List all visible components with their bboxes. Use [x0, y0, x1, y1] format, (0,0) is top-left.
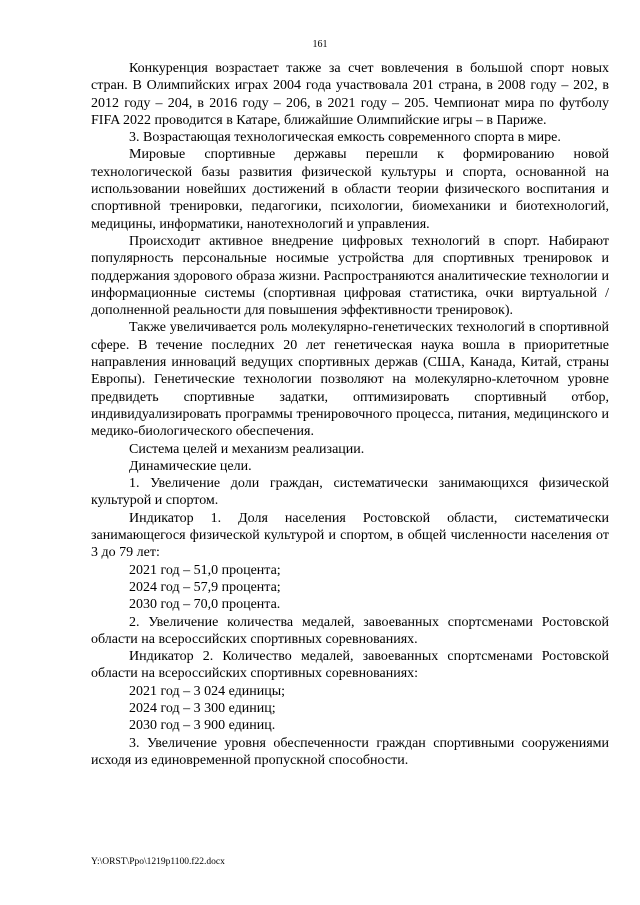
paragraph-indicator-2-2024: 2024 год – 3 300 единиц; — [129, 700, 276, 716]
paragraph-indicator-1-2021: 2021 год – 51,0 процента; — [129, 562, 281, 578]
paragraph-indicator-1-2024: 2024 год – 57,9 процента; — [129, 579, 281, 595]
page-number: 161 — [312, 39, 328, 50]
paragraph-genetic-tech: Также увеличивается роль молекулярно-генетических технологий в спортивной сфере. В течение последних 20 лет генетическая наука вошла в приоритетные направления инноваций ведущих спортивных держав (США, Канада, Китай, страны Европы). Генетические технологии позволяют на молекулярно-клеточном уровне предвидеть спортивные задатки, оптимизировать спортивный отбор, индивидуализировать программы тренировочного процесса, питания, медицинского и медико-биологического обеспечения. — [91, 320, 609, 440]
paragraph-indicator-2-2030: 2030 год – 3 900 единиц. — [129, 718, 276, 734]
paragraph-tech-capacity-heading: 3. Возрастающая технологическая емкость современного спорта в мире. — [129, 130, 561, 146]
paragraph-goal-2: 2. Увеличение количества медалей, завоеванных спортсменами Ростовской области на всероссийских спортивных соревнованиях. — [91, 614, 609, 647]
paragraph-goals-system: Система целей и механизм реализации. — [129, 441, 365, 457]
file-path-footer: Y:\ORST\Ppo\1219p1100.f22.docx — [91, 857, 225, 867]
paragraph-indicator-2: Индикатор 2. Количество медалей, завоеванных спортсменами Ростовской области на всероссийских спортивных соревнованиях: — [91, 649, 609, 682]
document-body — [91, 60, 609, 769]
paragraph-indicator-1: Индикатор 1. Доля населения Ростовской области, систематически занимающегося физической культурой и спортом, в общей численности населения от 3 до 79 лет: — [91, 510, 609, 561]
paragraph-dynamic-goals: Динамические цели. — [129, 458, 252, 474]
paragraph-competition: Конкуренция возрастает также за счет вовлечения в большой спорт новых стран. В Олимпийских играх 2004 года участвовала 201 страна, в 2008 году – 202, в 2012 году – 204, в 2016 году – 206, в 2021 году – 205. Чемпионат мира по футболу FIFA 2022 проводится в Катаре, ближайшие Олимпийские игры – в Париже. — [91, 61, 609, 128]
paragraph-goal-1: 1. Увеличение доли граждан, систематически занимающихся физической культурой и спортом. — [91, 476, 609, 509]
paragraph-digital-tech: Происходит активное внедрение цифровых технологий в спорт. Набирают популярность персональные носимые устройства для спортивных тренировок и поддержания здорового образа жизни. Распространяются аналитические технологии и информационные системы (спортивная цифровая статистика, очки виртуальной / дополненной реальности для повышения эффективности тренировок). — [91, 233, 609, 319]
paragraph-goal-3: 3. Увеличение уровня обеспеченности граждан спортивными сооружениями исходя из единовременной пропускной способности. — [91, 735, 609, 768]
paragraph-tech-base: Мировые спортивные державы перешли к формированию новой технологической базы развития физической культуры и спорта, основанной на использовании новейших достижений в области теории физического воспитания и спортивной тренировки, педагогики, психологии, биомеханики и биотехнологий, медицины, информатики, нанотехнологий и управления. — [91, 147, 609, 232]
paragraph-indicator-2-2021: 2021 год – 3 024 единицы; — [129, 683, 286, 699]
paragraph-indicator-1-2030: 2030 год – 70,0 процента. — [129, 597, 281, 613]
